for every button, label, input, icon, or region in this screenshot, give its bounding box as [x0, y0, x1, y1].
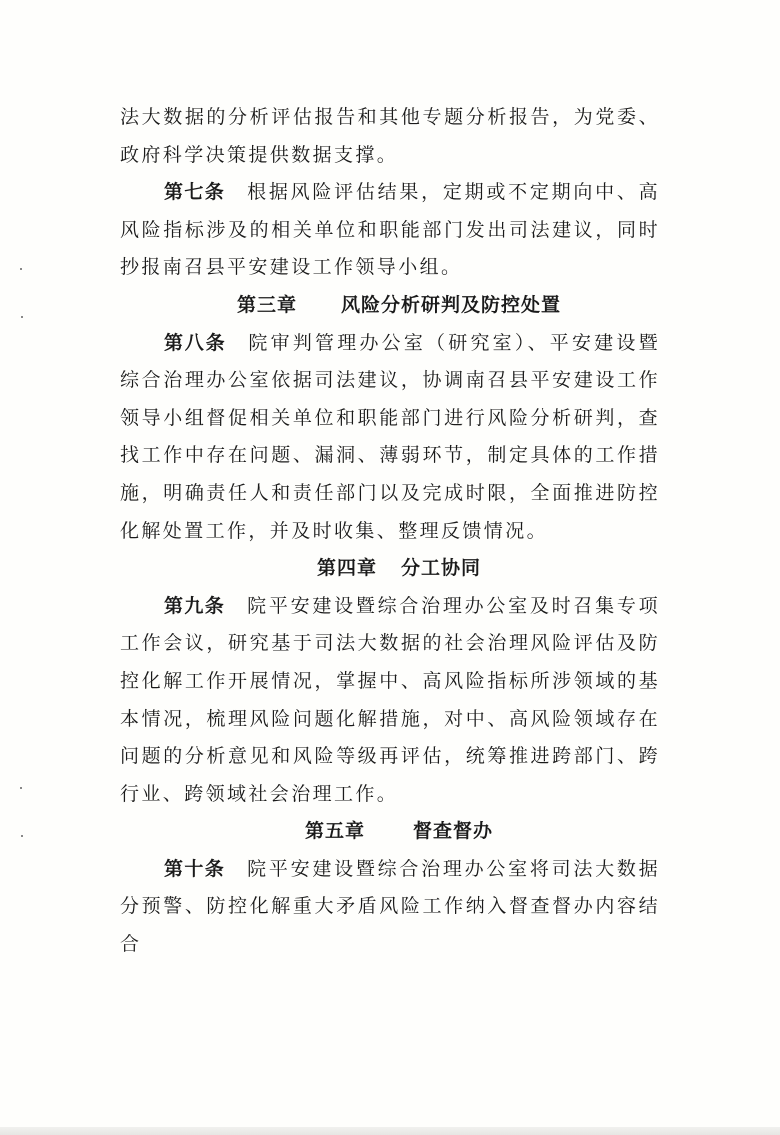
paragraph-continuation-text: 法大数据的分析评估报告和其他专题分析报告，为党委、政府科学决策提供数据支撑。 [120, 106, 660, 166]
scan-speck [20, 268, 22, 270]
article-10-number: 第十条 [164, 857, 226, 880]
article-8 [120, 325, 660, 551]
article-10 [120, 851, 660, 964]
scan-bottom-edge [0, 1127, 780, 1135]
article-9 [120, 588, 660, 814]
chapter-5-title: 督查督办 [413, 820, 494, 843]
article-10-text: 院平安建设暨综合治理办公室将司法大数据分预警、防控化解重大矛盾风险工作纳入督查督办内容结合 [120, 857, 660, 956]
chapter-3-heading [120, 287, 660, 325]
article-9-number: 第九条 [164, 594, 226, 617]
document-body [120, 99, 660, 964]
article-9-text: 院平安建设暨综合治理办公室及时召集专项工作会议，研究基于司法大数据的社会治理风险评估及防控化解工作开展情况，掌握中、高风险指标所涉领域的基本情况，梳理风险问题化解措施，对中、高风险领域存在问题的分析意见和风险等级再评估，统筹推进跨部门、跨行业、跨领域社会治理工作。 [120, 594, 660, 805]
chapter-5-number: 第五章 [304, 820, 365, 843]
article-8-number: 第八条 [164, 331, 227, 354]
chapter-5-heading [120, 813, 660, 851]
scan-speck [21, 316, 23, 318]
article-7-text: 根据风险评估结果，定期或不定期向中、高风险指标涉及的相关单位和职能部门发出司法建议，同时抄报南召县平安建设工作领导小组。 [120, 181, 660, 279]
chapter-4-number: 第四章 [316, 557, 377, 580]
paragraph-continuation [120, 99, 660, 174]
scan-speck [21, 835, 23, 837]
article-8-text: 院审判管理办公室（研究室）、平安建设暨综合治理办公室依据司法建议，协调南召县平安建设工作领导小组督促相关单位和职能部门进行风险分析研判，查找工作中存在问题、漏洞、薄弱环节，制定具体的工作措施，明确责任人和责任部门以及完成时限，全面推进防控化解处置工作，并及时收集、整理反馈情况。 [120, 331, 660, 542]
chapter-4-heading [120, 550, 660, 588]
chapter-4-title: 分工协同 [401, 557, 482, 580]
chapter-3-number: 第三章 [236, 293, 297, 316]
chapter-3-title: 风险分析研判及防控处置 [341, 293, 562, 316]
article-7 [120, 174, 660, 287]
article-7-number: 第七条 [164, 181, 226, 204]
scan-speck [20, 787, 22, 789]
